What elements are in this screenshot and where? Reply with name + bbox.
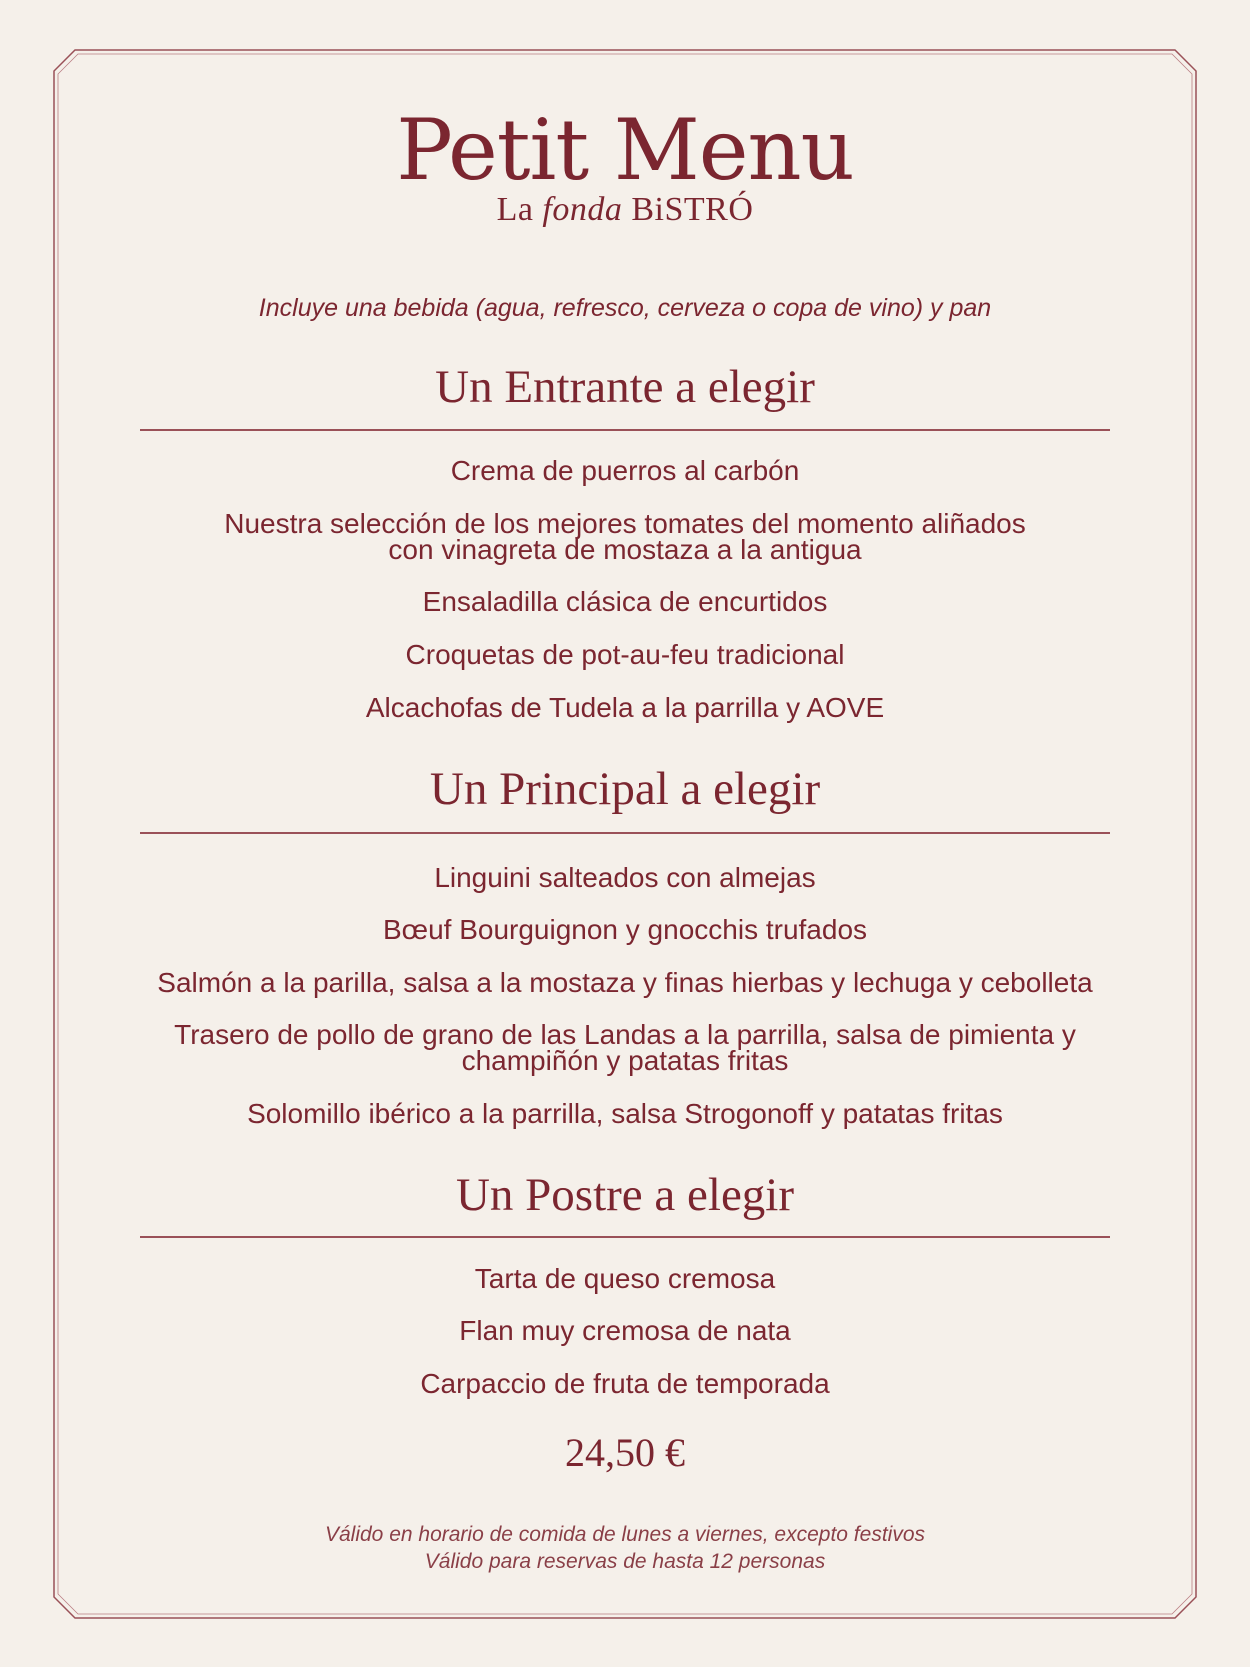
menu-item: Salmón a la parilla, salsa a la mostaza y finas hierbas y lechuga y cebolleta (157, 967, 1093, 998)
menu-item: Solomillo ibérico a la parrilla, salsa Strogonoff y patatas fritas (247, 1098, 1003, 1129)
section-divider (140, 1236, 1110, 1238)
menu-item: Tarta de queso cremosa (474, 1263, 776, 1294)
section-title-principales: Un Principal a elegir (429, 763, 821, 815)
restaurant-name-italic: fonda (542, 191, 623, 228)
menu-item: Ensaladilla clásica de encurtidos (422, 586, 828, 617)
section-title-entrantes: Un Entrante a elegir (435, 361, 815, 413)
menu-price: 24,50 € (565, 1430, 685, 1475)
menu-item: Nuestra selección de los mejores tomates del momento aliñados (224, 508, 1026, 539)
menu-title: Petit Menu (396, 101, 854, 199)
menu-item: Bœuf Bourguignon y gnocchis trufados (382, 914, 868, 945)
restaurant-name-part-2: BiSTRÓ (622, 191, 754, 228)
menu-item: Trasero de pollo de grano de las Landas a la parrilla, salsa de pimienta y (174, 1019, 1076, 1050)
menu-item-continuation: champiñón y patatas fritas (461, 1045, 789, 1076)
menu-item: Linguini salteados con almejas (434, 862, 816, 893)
menu-item: Carpaccio de fruta de temporada (420, 1368, 830, 1399)
section-divider (140, 832, 1110, 834)
menu-item: Flan muy cremosa de nata (459, 1315, 791, 1346)
menu-item: Croquetas de pot-au-feu tradicional (405, 639, 845, 670)
footer-note: Válido en horario de comida de lunes a viernes, excepto festivos (324, 1523, 926, 1546)
menu-item: Crema de puerros al carbón (450, 455, 800, 486)
menu-item-continuation: con vinagreta de mostaza a la antigua (388, 534, 862, 565)
restaurant-name (0, 186, 1250, 234)
menu-intro: Incluye una bebida (agua, refresco, cerveza o copa de vino) y pan (258, 294, 992, 322)
menu-item: Alcachofas de Tudela a la parrilla y AOVE (365, 692, 885, 723)
section-title-postres: Un Postre a elegir (455, 1169, 795, 1221)
footer-note: Válido para reservas de hasta 12 personas (424, 1550, 826, 1573)
restaurant-name-part-1: La (496, 191, 543, 228)
section-divider (140, 429, 1110, 431)
